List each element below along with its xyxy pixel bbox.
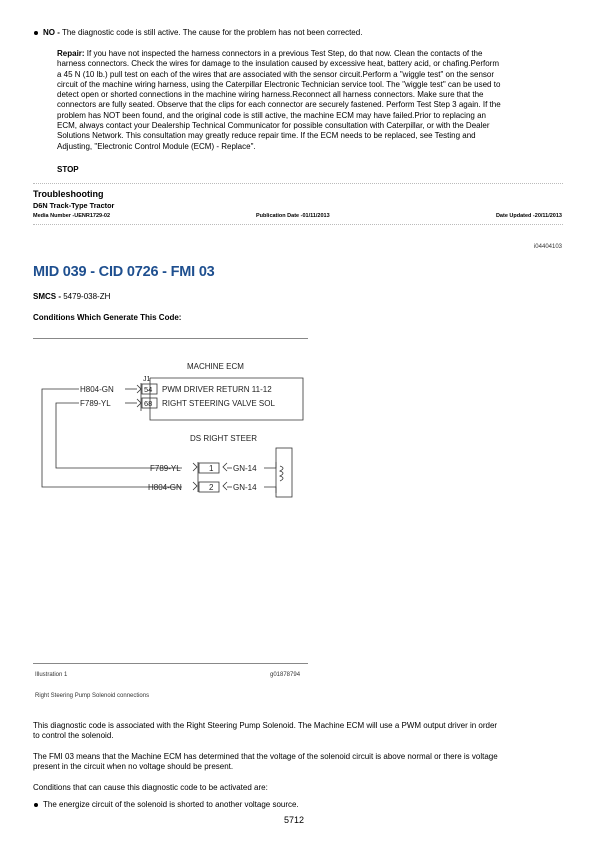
pin-2-symbol-r — [223, 482, 227, 490]
machine-name: D6N Track-Type Tractor — [33, 201, 115, 210]
paragraph-line: This diagnostic code is associated with the Right Steering Pump Solenoid. The Machine ECM will use a PWM output driver in order — [33, 721, 498, 730]
illustration-code: g01878794 — [270, 672, 301, 678]
repair-line: Adjusting, "Electronic Control Module (ECM) - Replace". — [57, 141, 256, 151]
wire-label-h804-ds: H804-GN — [148, 483, 182, 492]
paragraph-line: present in the circuit when no voltage should be present. — [33, 762, 234, 772]
gn-label-2: GN-14 — [233, 483, 257, 492]
wire-label-f789-ds: F789-YL — [150, 464, 181, 473]
solenoid-lead-1 — [264, 462, 276, 468]
repair-line: Solutions Network. This consultation may greatly reduce repair time. If the ECM needs to be replaced, see Testing and — [57, 131, 476, 141]
pin-68-label: 68 — [144, 399, 153, 408]
repair-line: circuit of the machine wiring harness, using the Caterpillar Electronic Technician service tool. The "wiggle test" can be used to — [57, 79, 501, 89]
smcs-label: SMCS - — [33, 292, 61, 301]
j1-label: J1 — [143, 376, 151, 383]
stop-label: STOP — [57, 165, 79, 174]
solenoid-coil — [280, 466, 283, 481]
doc-id: i04404103 — [533, 244, 562, 250]
page-number: 5712 — [284, 815, 305, 825]
wire-label-f789: F789-YL — [80, 399, 111, 408]
wire-label-h804: H804-GN — [80, 385, 114, 394]
conditions-heading: Conditions Which Generate This Code: — [33, 313, 182, 322]
repair-line: a 45 N (10 lb.) pull test on each of the wires that are associated with the sensor circuit.Perform a "wiggle test" on the sensor — [57, 69, 495, 79]
page-title: MID 039 - CID 0726 - FMI 03 — [33, 264, 215, 280]
bullet-item: The energize circuit of the solenoid is shorted to another voltage source. — [43, 800, 299, 809]
solenoid-box — [276, 448, 292, 497]
pin-54-label: 54 — [144, 385, 153, 394]
pin-2-symbol — [193, 482, 197, 490]
pin-2-label: 2 — [209, 483, 214, 492]
func-pwm-label: PWM DRIVER RETURN 11-12 — [162, 385, 272, 394]
paragraph-1 — [33, 721, 497, 742]
wire-f789-route — [56, 403, 182, 468]
repair-line: detect open or shorted connections in the machine wiring harness.Reconnect all harness connectors. Make sure that the — [57, 90, 484, 100]
illustration-bottom-rule — [33, 663, 308, 664]
date-updated: Date Updated -20/11/2013 — [495, 213, 562, 219]
gn-label-1: GN-14 — [233, 464, 257, 473]
pin-68-symbol — [137, 399, 141, 407]
repair-label: Repair: — [57, 49, 85, 58]
paragraph-line: to control the solenoid. — [33, 731, 114, 741]
publication-date: Publication Date -01/11/2013 — [256, 213, 330, 219]
pin-1-symbol-r — [223, 463, 227, 471]
illustration-caption: Right Steering Pump Solenoid connections — [35, 693, 150, 699]
machine-ecm-label: MACHINE ECM — [187, 362, 244, 371]
no-text: The diagnostic code is still active. The cause for the problem has not been corrected. — [61, 28, 363, 37]
paragraph-3: Conditions that can cause this diagnostic code to be activated are: — [33, 783, 268, 792]
repair-line: problem has NOT been found, and the original code is still active, the machine ECM may have failed.Prior to replacing an — [57, 110, 486, 120]
section-title: Troubleshooting — [33, 189, 104, 199]
repair-line: If you have not inspected the harness connectors in a previous Test Step, do that now. Clean the contacts of the — [86, 49, 483, 58]
media-number: Media Number -UENR1729-02 — [33, 213, 111, 219]
solenoid-lead-2 — [264, 487, 276, 493]
repair-line: connectors are fully seated. Observe that the clips for each connector are securely fastened. Perform Test Step 3 again. If the — [57, 100, 501, 110]
repair-line: ECM, always contact your Dealership Technical Communicator for possible consultation with Caterpillar, or with the Dealer — [57, 121, 490, 131]
pin-1-label: 1 — [209, 464, 214, 473]
ds-right-steer-label: DS RIGHT STEER — [190, 434, 257, 443]
paragraph-line: The FMI 03 means that the Machine ECM has determined that the voltage of the solenoid circuit is above normal or there is voltage — [33, 752, 498, 761]
illustration-label: Illustration 1 — [35, 672, 68, 678]
pin-54-symbol — [137, 385, 141, 393]
smcs-value: 5479-038-ZH — [63, 292, 111, 301]
func-steer-label: RIGHT STEERING VALVE SOL — [162, 399, 275, 408]
no-label: NO - — [43, 28, 60, 37]
paragraph-2 — [33, 752, 498, 773]
bullet-dot — [34, 803, 38, 807]
repair-line: harness connectors. Check the wires for damage to the insulation caused by excessive heat, battery acid, or chafing.Perform — [57, 59, 500, 69]
pin-1-symbol — [193, 463, 197, 471]
